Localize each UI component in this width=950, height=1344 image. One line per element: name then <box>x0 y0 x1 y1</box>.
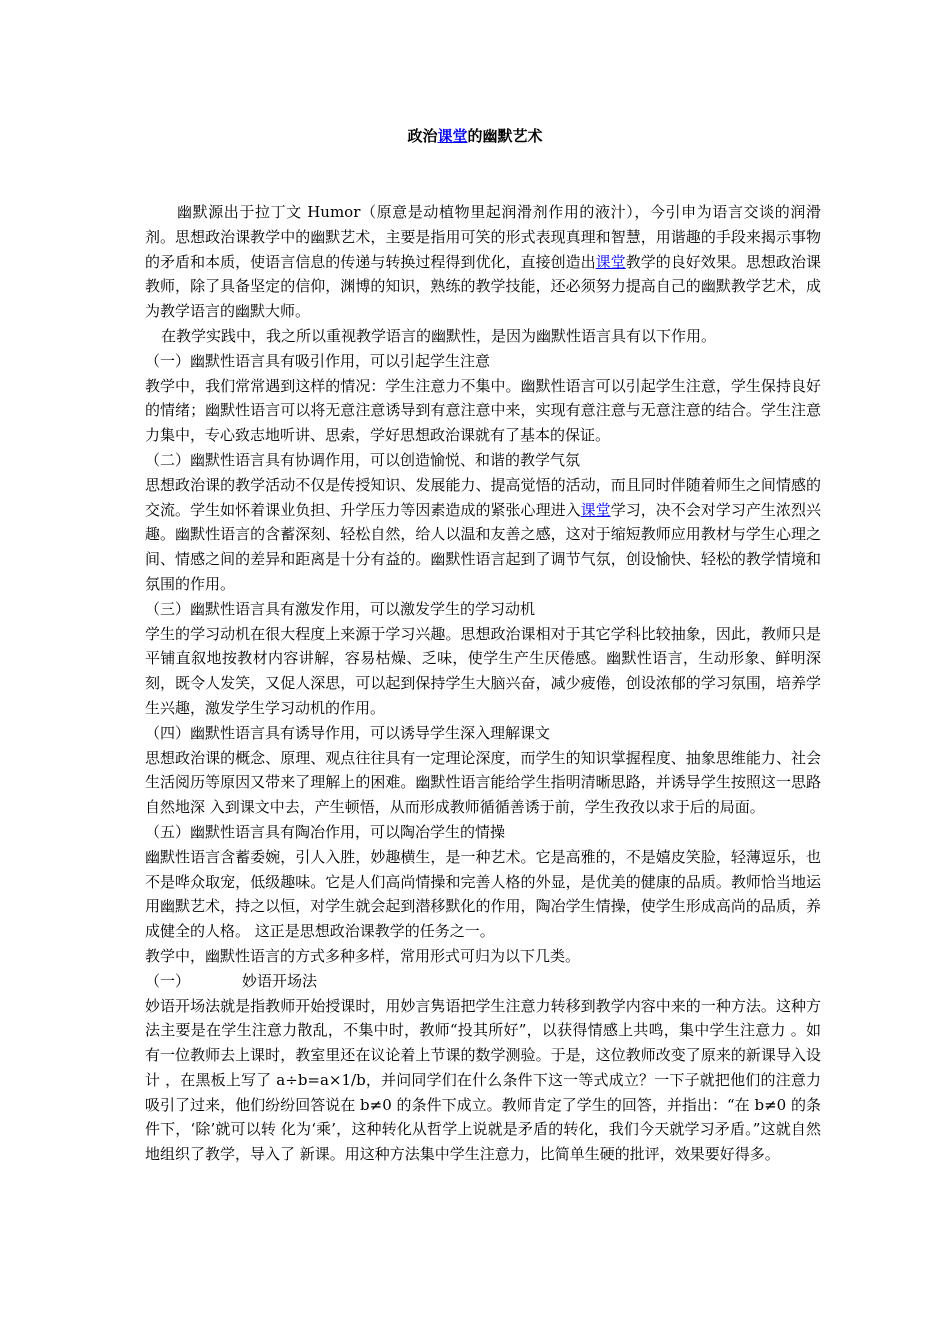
page-title <box>0 124 950 148</box>
document-body <box>145 200 821 1167</box>
form-1-number: （一） <box>145 971 191 990</box>
forms-intro: 教学中，幽默性语言的方式多种多样，常用形式可归为以下几类。 <box>145 946 581 965</box>
intro-text-b: 教学的良好效果。思想政治课教师，除了具备坚定的信仰，渊博的知识，熟练的教学技能，还必须努力提高自己的幽默教学艺术，成为教学语言的幽默大师。 <box>145 252 821 321</box>
intro-paragraph <box>145 200 821 324</box>
section-5-heading: （五）幽默性语言具有陶冶作用，可以陶冶学生的情操 <box>145 822 506 841</box>
form-1-body: 妙语开场法就是指教师开始授课时，用妙言隽语把学生注意力转移到教学内容中来的一种方法。这种方法主要是在学生注意力散乱，不集中时，教师“投其所好”，以获得情感上共鸣，集中学生注意力 。如有一位教师去上课时，教室里还在议论着上节课的数学测验。于是，这位教师改变了原来的新课导入设计 ，在黑板上写了 a÷b=a×1/b，并问同学们在什么条件下这一等式成立？一下子就把他们的注意力吸引了过来，他们纷纷回答说在 b≠0 的条件下成立。教师肯定了学生的回答，并指出：“在 b≠0 的条件下，‘除’就可以转 化为‘乘’，这种转化从哲学上说就是矛盾的转化，我们今天就学习矛盾。”这就自然地组织了教学，导入了 新课。用这种方法集中学生注意力，比简单生硬的批评，效果要好得多。 <box>145 996 821 1164</box>
section-1-body: 教学中，我们常常遇到这样的情况：学生注意力不集中。幽默性语言可以引起学生注意，学生保持良好的情绪；幽默性语言可以将无意注意诱导到有意注意中来，实现有意注意与无意注意的结合。学生注意力集中，专心致志地听讲、思索，学好思想政治课就有了基本的保证。 <box>145 376 821 445</box>
intro-paragraph-2: 在教学实践中，我之所以重视教学语言的幽默性，是因为幽默性语言具有以下作用。 <box>161 326 717 345</box>
section-2-link-classroom[interactable]: 课堂 <box>580 500 611 519</box>
intro-text-a: 幽默源出于拉丁文 Humor（原意是动植物里起润滑剂作用的液汁），今引申为语言交谈的润滑剂。思想政治课教学中的幽默艺术，主要是指用可笑的形式表现真理和智慧，用谐趣的手段来揭示事物的矛盾和本质，使语言信息的传递与转换过程得到优化，直接创造出 <box>145 203 821 271</box>
form-1-title: 妙语开场法 <box>242 971 318 990</box>
section-2-body <box>145 473 821 597</box>
intro-link-classroom[interactable]: 课堂 <box>595 252 626 271</box>
section-2-text-b: 学习，决不会对学习产生浓烈兴趣。幽默性语言的含蓄深刻、轻松自然，给人以温和友善之感，这对于缩短教师应用教材与学生心理之间、情感之间的差异和距离是十分有益的。幽默性语言起到了调节气氛，创设愉快、轻松的教学情境和氛围的作用。 <box>145 500 821 593</box>
title-suffix: 的幽默艺术 <box>467 127 543 145</box>
section-1-heading: （一）幽默性语言具有吸引作用，可以引起学生注意 <box>145 351 491 370</box>
section-3-heading: （三）幽默性语言具有激发作用，可以激发学生的学习动机 <box>145 599 536 618</box>
section-4-body: 思想政治课的概念、原理、观点往往具有一定理论深度，而学生的知识掌握程度、抽象思维能力、社会生活阅历等原因又带来了理解上的困难。幽默性语言能给学生指明清晰思路，并诱导学生按照这一思路自然地深 入到课文中去，产生顿悟，从而形成教师循循善诱于前，学生孜孜以求于后的局面。 <box>145 748 821 817</box>
form-1-heading <box>145 969 821 994</box>
title-prefix: 政治 <box>407 127 438 145</box>
section-4-heading: （四）幽默性语言具有诱导作用，可以诱导学生深入理解课文 <box>145 723 551 742</box>
section-5-body: 幽默性语言含蓄委婉，引人入胜，妙趣横生，是一种艺术。它是高雅的，不是嬉皮笑脸，轻薄逗乐，也不是哗众取宠，低级趣味。它是人们高尚情操和完善人格的外显，是优美的健康的品质。教师恰当地运用幽默艺术，持之以恒，对学生就会起到潜移默化的作用，陶冶学生情操，使学生形成高尚的品质，养成健全的人格。 这正是思想政治课教学的任务之一。 <box>145 847 821 941</box>
section-2-text-a: 思想政治课的教学活动不仅是传授知识、发展能力、提高觉悟的活动，而且同时伴随着师生之间情感的交流。学生如怀着课业负担、升学压力等因素造成的紧张心理进入 <box>145 475 821 519</box>
title-link-classroom[interactable]: 课堂 <box>437 127 468 145</box>
section-2-heading: （二）幽默性语言具有协调作用，可以创造愉悦、和谐的教学气氛 <box>145 450 581 469</box>
section-3-body: 学生的学习动机在很大程度上来源于学习兴趣。思想政治课相对于其它学科比较抽象，因此，教师只是平铺直叙地按教材内容讲解，容易枯燥、乏味，使学生产生厌倦感。幽默性语言，生动形象、鲜明深刻，既令人发笑，又促人深思，可以起到保持学生大脑兴奋，减少疲倦，创设浓郁的学习氛围，培养学生兴趣，激发学生学习动机的作用。 <box>145 624 821 717</box>
